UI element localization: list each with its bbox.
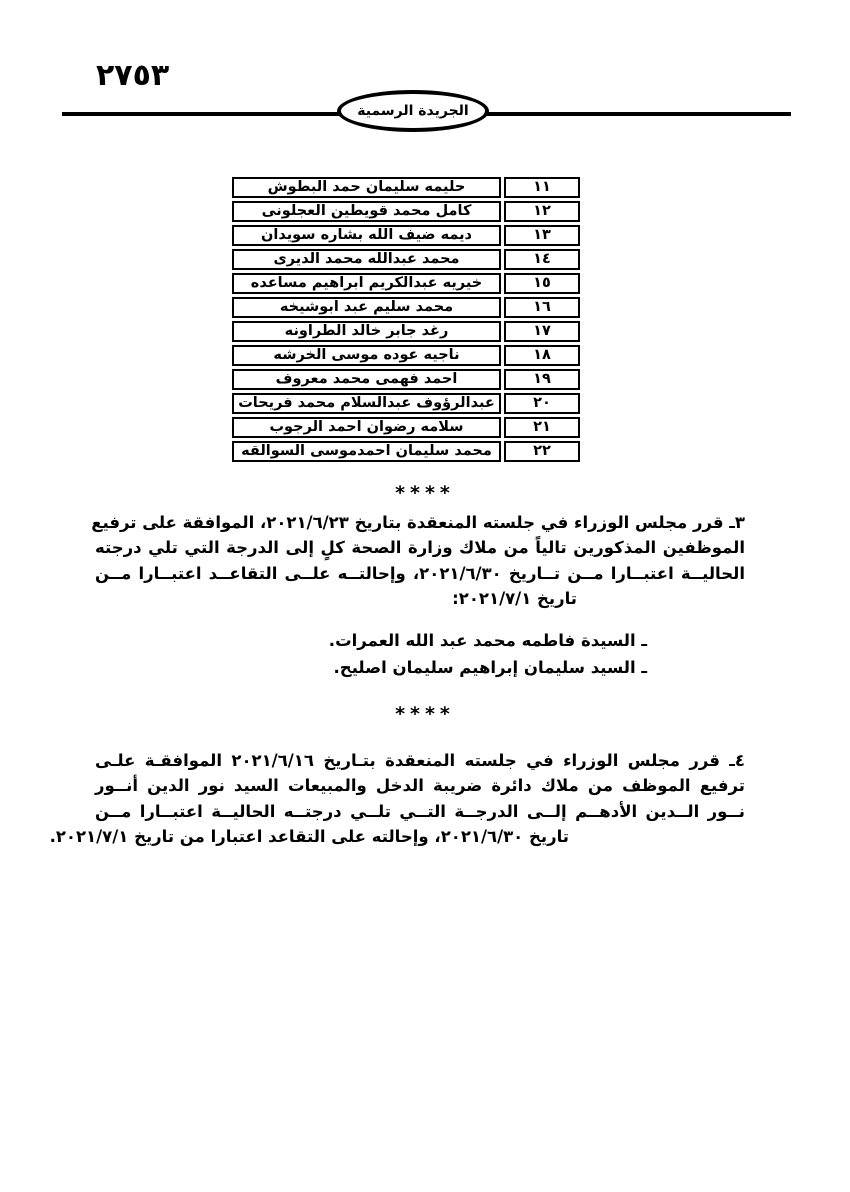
gazette-title: الجريدة الرسمية: [357, 103, 469, 119]
row-serial-number: ١٤: [504, 249, 580, 270]
row-employee-name: رغد جابر خالد الطراونه: [232, 321, 501, 342]
paragraph-line: ٤ـ قرر مجلس الوزراء في جلسته المنعقدة بتـاريخ ٢٠٢١/٦/١٦ الموافقـة علـى: [95, 751, 745, 770]
row-employee-name: محمد سليم عبد ابوشيخه: [232, 297, 501, 318]
paragraph-line: الموظفين المذكورين تالياً من ملاك وزارة الصحة كلٍ إلى الدرجة التي تلي درجته: [95, 538, 745, 558]
row-employee-name: محمد سليمان احمدموسى السوالقه: [232, 441, 501, 462]
row-employee-name: كامل محمد قويطين العجلونى: [232, 201, 501, 222]
row-serial-number: ١٣: [504, 225, 580, 246]
row-serial-number: ١٩: [504, 369, 580, 390]
row-employee-name: احمد فهمى محمد معروف: [232, 369, 501, 390]
row-serial-number: ١٥: [504, 273, 580, 294]
employee-roster-table: [229, 174, 583, 465]
stars-separator-1: ****: [395, 482, 455, 504]
table-row: [232, 273, 580, 294]
table-row: [232, 321, 580, 342]
table-row: [232, 441, 580, 462]
employee-roster-body: [232, 177, 580, 462]
decision-3-paragraph: [91, 510, 765, 611]
list-item: ـ السيدة فاطمه محمد عبد الله العمرات.: [328, 631, 647, 650]
table-row: [232, 345, 580, 366]
paragraph-line: ٣ـ قرر مجلس الوزراء في جلسته المنعقدة بتاريخ ٢٠٢١/٦/٢٣، الموافقة على ترفيع: [91, 513, 745, 532]
row-employee-name: محمد عبدالله محمد الديرى: [232, 249, 501, 270]
gazette-title-badge: [337, 90, 489, 132]
decision-4-paragraph: [49, 748, 765, 849]
row-employee-name: خيريه عبدالكريم ابراهيم مساعده: [232, 273, 501, 294]
paragraph-line: تاريخ ٢٠٢١/٦/٣٠، وإحالته على التقاعد اعتبارا من تاريخ ٢٠٢١/٧/١.: [49, 826, 569, 846]
row-serial-number: ١٢: [504, 201, 580, 222]
row-serial-number: ٢٠: [504, 393, 580, 414]
paragraph-line: ترفيع الموظف من ملاك دائرة ضريبة الدخل والمبيعات السيد نور الدين أنــور: [95, 776, 745, 796]
row-employee-name: ناجيه عوده موسى الخرشه: [232, 345, 501, 366]
row-serial-number: ١١: [504, 177, 580, 198]
row-serial-number: ١٨: [504, 345, 580, 366]
decision-3-names-list: [95, 627, 647, 681]
paragraph-line: نــور الــدين الأدهــم إلــى الدرجــة التــي تلــي درجتــه الحاليــة اعتبــارا مــن: [95, 801, 745, 821]
table-row: [232, 201, 580, 222]
page-number: ٢٧٥٣: [96, 58, 170, 93]
row-serial-number: ٢١: [504, 417, 580, 438]
table-row: [232, 417, 580, 438]
list-item: ـ السيد سليمان إبراهيم سليمان اصليح.: [333, 658, 647, 677]
paragraph-line: الحاليــة اعتبــارا مــن تــاريخ ٢٠٢١/٦/٣٠، وإحالتــه علــى التقاعــد اعتبــارا مــن: [95, 563, 745, 583]
row-employee-name: عبدالرؤوف عبدالسلام محمد فريحات: [232, 393, 501, 414]
row-employee-name: حليمه سليمان حمد البطوش: [232, 177, 501, 198]
row-employee-name: ديمه ضيف الله بشاره سويدان: [232, 225, 501, 246]
table-row: [232, 177, 580, 198]
row-serial-number: ٢٢: [504, 441, 580, 462]
stars-separator-2: ****: [395, 703, 455, 725]
row-serial-number: ١٦: [504, 297, 580, 318]
table-row: [232, 297, 580, 318]
row-serial-number: ١٧: [504, 321, 580, 342]
paragraph-line: تاريخ ٢٠٢١/٧/١:: [452, 588, 577, 608]
row-employee-name: سلامه رضوان احمد الرجوب: [232, 417, 501, 438]
table-row: [232, 393, 580, 414]
table-row: [232, 249, 580, 270]
table-row: [232, 369, 580, 390]
table-row: [232, 225, 580, 246]
